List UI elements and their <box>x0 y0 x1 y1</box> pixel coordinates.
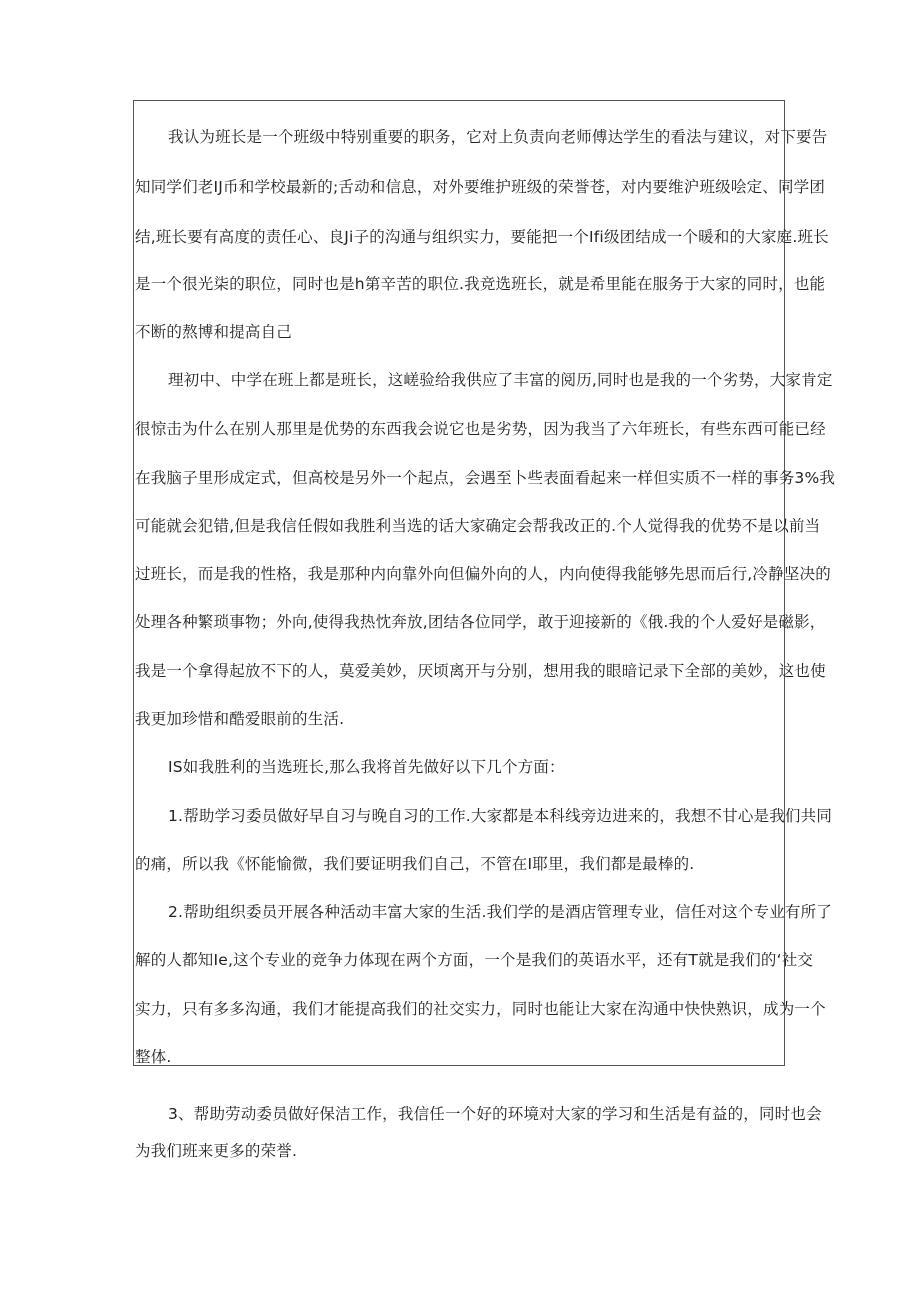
paragraph-line: 是一个很光柒的职位，同时也是h第辛苦的职位.我竞选班长，就是希里能在服务于大家的同时，也能 <box>135 275 826 293</box>
list-item-3-line: 为我们班来更多的荣誉. <box>135 1142 298 1160</box>
paragraph-line: 不断的熬博和提高自己 <box>135 323 293 341</box>
paragraph-line: 可能就会犯错,但是我信任假如我胜利当选的话大家确定会帮我改正的.个人觉得我的优势不是以前当 <box>135 517 821 535</box>
paragraph-line: 过班长，而是我的性格，我是那种内向靠外向但偏外向的人，内向使得我能够先思而后行,冷静坚决的 <box>135 565 831 583</box>
paragraph-line: 我更加珍惜和酷爱眼前的生活. <box>135 710 345 728</box>
paragraph-line: 知同学们老IJ币和学校最新的;舌动和信息，对外要维护班级的荣誉苍，对内要维沪班级哙定、同学团 <box>135 178 826 196</box>
paragraph-line: 处理各种繁琐事物；外向,使得我热忱奔放,团结各位同学，敢于迎接新的《俄.我的个人爱好是磁影， <box>135 613 826 631</box>
paragraph-line: 结,班长要有高度的责任心、良Ji子的沟通与组织实力，要能把一个Ifi级团结成一个暖和的大家庭.班长 <box>135 228 829 246</box>
list-item-2-line: 实力，只有多多沟通，我们才能提高我们的社交实力，同时也能让大家在沟通中快快熟识，成为一个 <box>135 1000 826 1018</box>
list-item-3-line: 3、帮助劳动委员做好保洁工作，我信任一个好的环境对大家的学习和生活是有益的，同时也会 <box>168 1105 822 1123</box>
paragraph-line: 很惊击为什么在别人那里是优势的东西我会说它也是劣势，因为我当了六年班长，有些东西可能已经 <box>135 420 826 438</box>
list-item-1-line: 的痛，所以我《怀能愉微，我们要证明我们自己，不管在I耶里，我们都是最棒的. <box>135 855 695 873</box>
paragraph-line: IS如我胜利的当选班长,那么我将首先做好以下几个方面： <box>168 758 565 776</box>
list-item-2-line: 2.帮助组织委员开展各种活动丰富大家的生活.我们学的是酒店管理专业，信任对这个专业有所了 <box>168 903 833 921</box>
paragraph-line: 在我脑子里形成定式，但高校是另外一个起点，会遇至卜些表面看起来一样但实质不一样的事务3%我 <box>135 469 836 487</box>
list-item-2-line: 解的人都知Ie,这个专业的竞争力体现在两个方面，一个是我们的英语水平，还有T就是我们的‘社交 <box>135 951 814 969</box>
paragraph-line: 我是一个拿得起放不下的人，莫爱美妙，厌顷离开与分别，想用我的眼暗记录下全部的美妙，这也使 <box>135 662 826 680</box>
paragraph-line: 理初中、中学在班上都是班长，这嵯验给我供应了丰富的阅历,同时也是我的一个劣势，大家肯定 <box>168 371 833 389</box>
paragraph-line: 我认为班长是一个班级中特别重要的职务，它对上负责向老师傅达学生的看法与建议，对下要告 <box>168 128 828 146</box>
list-item-2-line: 整体. <box>135 1048 172 1066</box>
list-item-1-line: 1.帮助学习委员做好早自习与晚自习的工作.大家都是本科线旁边进来的，我想不甘心是我们共同 <box>168 807 833 825</box>
